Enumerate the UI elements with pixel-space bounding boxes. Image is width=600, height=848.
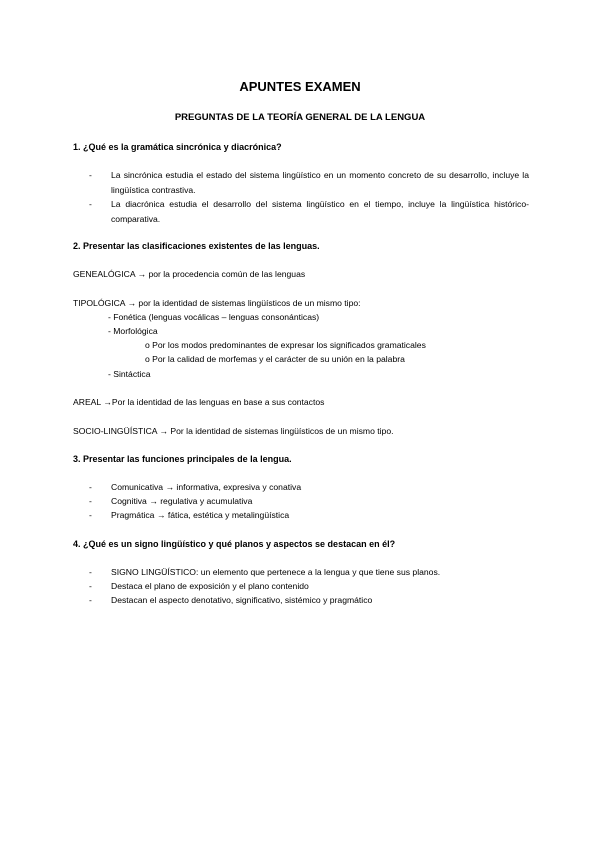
list-dash: - bbox=[89, 581, 92, 591]
classification-tipologica: TIPOLÓGICA → por la identidad de sistemas lingüísticos de un mismo tipo: bbox=[73, 298, 361, 308]
q4-item-aspectos: Destacan el aspecto denotativo, significativo, sistémico y pragmático bbox=[111, 595, 373, 605]
q3-item-cognitiva: Cognitiva → regulativa y acumulativa bbox=[111, 496, 253, 506]
list-dash: - bbox=[89, 496, 92, 506]
question-2-heading: 2. Presentar las clasificaciones existentes de las lenguas. bbox=[73, 241, 320, 251]
q4-item-planos: Destaca el plano de exposición y el plano contenido bbox=[111, 581, 309, 591]
classification-genealogica: GENEALÓGICA → por la procedencia común de las lenguas bbox=[73, 269, 306, 279]
q3-item-comunicativa: Comunicativa → informativa, expresiva y conativa bbox=[111, 482, 302, 492]
question-4-heading: 4. ¿Qué es un signo lingüístico y qué planos y aspectos se destacan en él? bbox=[73, 539, 396, 549]
q1-item-sincronica: La sincrónica estudia el estado del sistema lingüístico en un momento concreto de su desarrollo, incluye la lingüística contrastiva. bbox=[111, 170, 529, 195]
classification-areal: AREAL →Por la identidad de las lenguas en base a sus contactos bbox=[73, 397, 325, 407]
list-dash: - bbox=[89, 482, 92, 492]
tipo-item-sintactica: - Sintáctica bbox=[108, 369, 151, 379]
list-dash: - bbox=[89, 170, 92, 180]
q3-item-pragmatica: Pragmática → fática, estética y metalingüística bbox=[111, 510, 290, 520]
q4-item-signo: SIGNO LINGÜÍSTICO: un elemento que pertenece a la lengua y que tiene sus planos. bbox=[111, 567, 441, 577]
morf-subitem-modos: o Por los modos predominantes de expresar los significados gramaticales bbox=[145, 340, 426, 350]
list-dash: - bbox=[89, 199, 92, 209]
question-1-heading: 1. ¿Qué es la gramática sincrónica y diacrónica? bbox=[73, 142, 282, 152]
list-dash: - bbox=[89, 567, 92, 577]
tipo-item-morfologica: - Morfológica bbox=[108, 326, 158, 336]
morf-subitem-calidad: o Por la calidad de morfemas y el carácter de su unión en la palabra bbox=[145, 354, 405, 364]
list-dash: - bbox=[89, 510, 92, 520]
classification-socio: SOCIO-LINGÜÍSTICA → Por la identidad de sistemas lingüísticos de un mismo tipo. bbox=[73, 426, 394, 436]
tipo-item-fonetica: - Fonética (lenguas vocálicas – lenguas consonánticas) bbox=[108, 312, 320, 322]
q1-item-diacronica: La diacrónica estudia el desarrollo del sistema lingüístico en el tiempo, incluye la lingüística histórico-comparativa. bbox=[111, 199, 529, 224]
list-dash: - bbox=[89, 595, 92, 605]
document-subtitle: PREGUNTAS DE LA TEORÍA GENERAL DE LA LENGUA bbox=[174, 112, 426, 123]
document-title: APUNTES EXAMEN bbox=[239, 79, 361, 94]
question-3-heading: 3. Presentar las funciones principales de la lengua. bbox=[73, 454, 292, 464]
